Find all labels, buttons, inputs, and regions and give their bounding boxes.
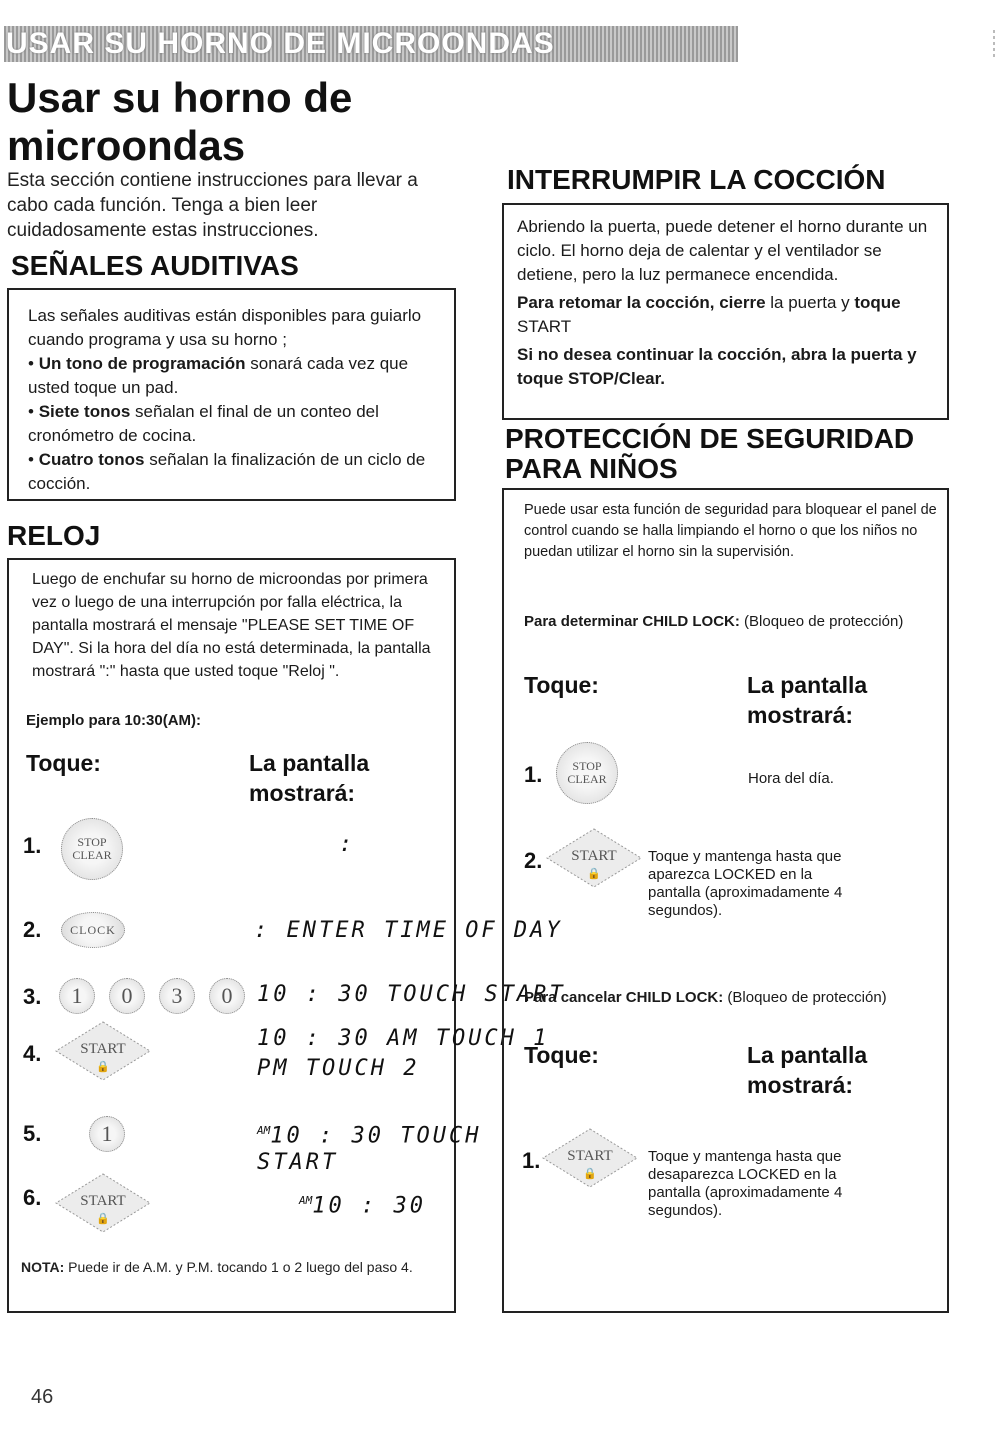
reloj-note (21, 1258, 441, 1277)
proteccion-text: Puede usar esta función de seguridad para bloquear el panel de control cuando se halla limpiando el horno o que los niños no puedan utilizar el horno sin la supervisión. (524, 502, 937, 560)
stop-clear-label: STOP CLEAR (567, 759, 607, 786)
digit-pad-0[interactable]: 0 (109, 978, 145, 1014)
note-text: Puede ir de A.M. y P.M. tocando 1 o 2 luego del paso 4. (64, 1259, 413, 1275)
proteccion-col-touch: Toque: (524, 1042, 599, 1068)
childlock-step-desc: Toque y mantenga hasta que aparezca LOCKED en la pantalla (aproximadamente 4 segundos). (648, 848, 843, 919)
reloj-heading: RELOJ (7, 520, 101, 551)
senales-item-text: señalan la finalización de un ciclo de cocción. (28, 450, 426, 493)
childlock-step-desc: Hora del día. (748, 770, 834, 787)
step-number: 2. (524, 848, 543, 873)
reloj-box (7, 558, 566, 1313)
section-banner (4, 26, 738, 62)
digit-pad-1[interactable]: 1 (59, 978, 95, 1014)
start-pad[interactable] (53, 1172, 153, 1234)
display-readout: $^{AM}$10 : 30 (299, 1193, 426, 1219)
senales-item: • Siete tonos señalan el final de un conteo del cronómetro de cocina. (28, 402, 379, 445)
display-readout: 10 : 30 TOUCH START (257, 982, 566, 1007)
digit-pad-0[interactable]: 0 (209, 978, 245, 1014)
start-label: START (567, 1148, 613, 1164)
note-label: NOTA: (21, 1259, 65, 1275)
stop-clear-pad[interactable] (61, 818, 123, 880)
step-number: 5. (23, 1121, 42, 1146)
proteccion-col-touch: Toque: (524, 672, 599, 698)
proteccion-heading: PROTECCIÓN DE SEGURIDAD PARA NIÑOS (505, 423, 915, 484)
display-readout: 10 : 30 AM TOUCH 1 (257, 1026, 550, 1051)
senales-box (7, 288, 456, 501)
start-pad[interactable] (540, 1127, 640, 1189)
senales-item-text: señalan el final de un conteo del cronómetro de cocina. (28, 402, 379, 445)
page-number: 46 (31, 1386, 54, 1408)
step-number: 1. (23, 833, 42, 858)
step-number: 3. (23, 984, 42, 1009)
senales-intro: Las señales auditivas están disponibles para guiarlo cuando programa y usa su horno ; (28, 306, 422, 349)
reloj-col-touch: Toque: (26, 750, 101, 776)
lock-icon: 🔒 (583, 1167, 597, 1180)
reloj-col-display: La pantalla mostrará: (249, 750, 370, 806)
stop-clear-label: STOP CLEAR (72, 835, 112, 862)
lock-icon: 🔒 (96, 1060, 110, 1073)
digit-pad-1[interactable]: 1 (89, 1116, 125, 1152)
step-number: 6. (23, 1185, 42, 1210)
interrumpir-resume: Para retomar la cocción, cierre la puerta y toque START (517, 293, 901, 336)
interrumpir-heading: INTERRUMPIR LA COCCIÓN (507, 164, 886, 195)
childlock-cancel-label: Para cancelar CHILD LOCK: (Bloqueo de protección) (524, 989, 887, 1006)
step-number: 1. (522, 1148, 541, 1173)
intro-text: Esta sección contiene instrucciones para llevar a cabo cada función. Tenga a bien leer cuidadosamente estas instrucciones. (7, 170, 418, 241)
display-readout: $^{AM}$10 : 30 TOUCH (257, 1123, 482, 1149)
childlock-set-label: Para determinar CHILD LOCK: (Bloqueo de protección) (524, 613, 904, 630)
interrumpir-cancel: Si no desea continuar la cocción, abra la puerta y toque STOP/Clear. (517, 345, 917, 388)
clock-pad[interactable]: CLOCK (61, 912, 125, 948)
display-readout: : ENTER TIME OF DAY (254, 918, 563, 943)
page-title: Usar su horno de microondas (7, 74, 353, 169)
proteccion-box (502, 488, 949, 1313)
proteccion-col-display: La pantalla mostrará: (747, 1042, 868, 1098)
lock-icon: 🔒 (587, 867, 601, 880)
step-number: 1. (524, 762, 543, 787)
childlock-step-desc: Toque y mantenga hasta que desaparezca LOCKED en la pantalla (aproximadamente 4 segundos). (648, 1148, 843, 1219)
senales-item: • Un tono de programación sonará cada vez que usted toque un pad. (28, 354, 409, 397)
start-label: START (80, 1193, 126, 1209)
display-readout: : (339, 832, 356, 857)
stop-clear-pad[interactable] (556, 742, 618, 804)
banner-text: USAR SU HORNO DE MICROONDAS (6, 27, 555, 60)
start-pad[interactable] (544, 827, 644, 889)
display-readout: PM TOUCH 2 (257, 1056, 420, 1081)
digit-pad-3[interactable]: 3 (159, 978, 195, 1014)
proteccion-col-display: La pantalla mostrará: (747, 672, 868, 728)
interrumpir-text: Abriendo la puerta, puede detener el horno durante un ciclo. El horno deja de calentar y el ventilador se detiene, pero la luz permanece encendida. (517, 217, 928, 284)
step-number: 4. (23, 1041, 42, 1066)
start-label: START (80, 1041, 126, 1057)
senales-item-bold: Siete tonos (38, 402, 131, 421)
display-readout: START (257, 1150, 339, 1175)
senales-heading: SEÑALES AUDITIVAS (11, 250, 299, 281)
step-number: 2. (23, 917, 42, 942)
senales-item-text: sonará cada vez que usted toque un pad. (28, 354, 409, 397)
start-label: START (571, 848, 617, 864)
reloj-text: Luego de enchufar su horno de microondas por primera vez o luego de una interrupción por falla eléctrica, la pantalla mostrará el mensaje "PLEASE SET TIME OF DAY". Si la hora del día no está determinada, la pantalla mostrará ":" hasta que usted toque "Reloj ". (32, 571, 431, 680)
scan-edge-mark (993, 30, 995, 60)
senales-item-bold: Cuatro tonos (38, 450, 145, 469)
senales-item: • Cuatro tonos señalan la finalización de un ciclo de cocción. (28, 450, 426, 493)
lock-icon: 🔒 (96, 1212, 110, 1225)
senales-item-bold: Un tono de programación (38, 354, 246, 373)
start-pad[interactable] (53, 1020, 153, 1082)
reloj-example: Ejemplo para 10:30(AM): (26, 712, 202, 729)
interrumpir-box (502, 203, 949, 420)
